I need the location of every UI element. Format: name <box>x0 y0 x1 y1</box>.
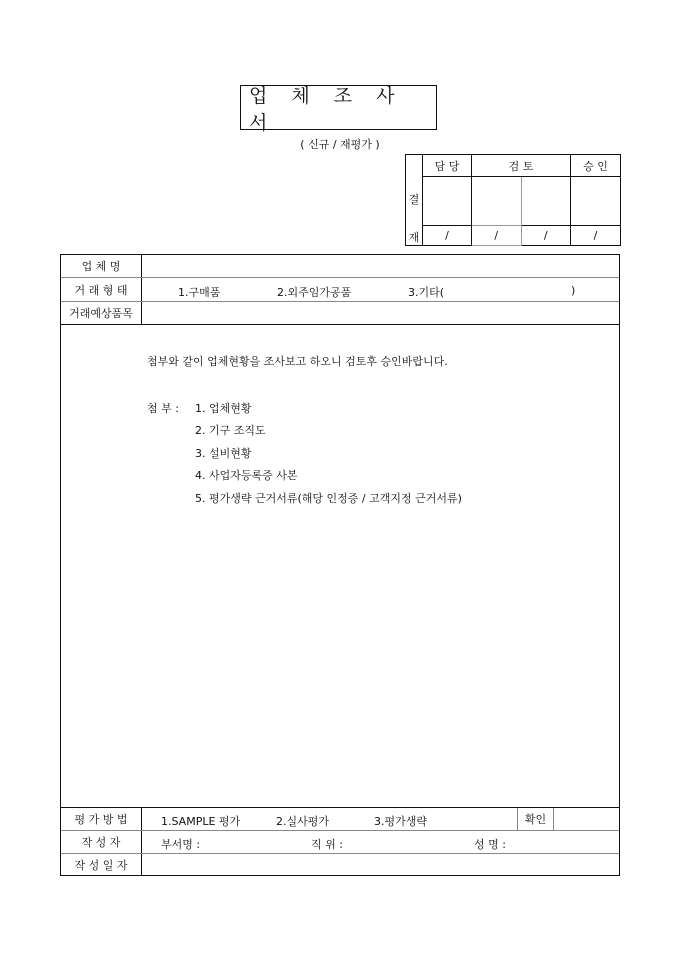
approval-date-4: / <box>571 225 621 245</box>
eval-method-row <box>61 807 619 831</box>
attachment-item: 5. 평가생략 근거서류(해당 인정증 / 고객지정 근거서류) <box>195 492 462 505</box>
trade-type-row <box>61 278 619 302</box>
approval-date-1: / <box>423 225 472 245</box>
approval-sign-review-2[interactable] <box>521 177 571 226</box>
attachment-item: 4. 사업자등록증 사본 <box>195 469 298 482</box>
date-label: 작 성 일 자 <box>61 854 142 875</box>
dept-label: 부서명 : <box>161 838 201 851</box>
expected-items-label: 거래예상품목 <box>61 302 142 324</box>
document-subtitle: ( 신규 / 재평가 ) <box>300 138 380 151</box>
approval-date-2: / <box>472 225 522 245</box>
eval-option-skip[interactable]: 3.평가생략 <box>374 815 427 828</box>
expected-items-field[interactable] <box>143 302 619 324</box>
eval-method-label: 평 가 방 법 <box>61 808 142 830</box>
name-label: 성 명 : <box>474 838 506 851</box>
eval-option-sample[interactable]: 1.SAMPLE 평가 <box>161 815 241 828</box>
attachment-item: 1. 업체현황 <box>195 402 252 415</box>
approval-sign-staff[interactable] <box>423 177 472 226</box>
eval-option-onsite[interactable]: 2.실사평가 <box>276 815 329 828</box>
document-title: 업 체 조 사 서 <box>240 85 437 130</box>
company-label: 업 체 명 <box>61 255 142 277</box>
approval-side-label: 결 재 <box>406 155 423 246</box>
attachment-item: 2. 기구 조직도 <box>195 424 266 437</box>
approval-header-review: 검 토 <box>472 155 571 177</box>
main-form <box>60 254 620 876</box>
company-row <box>61 255 619 278</box>
date-row <box>61 854 619 875</box>
approval-table <box>405 154 621 246</box>
approval-date-3: / <box>521 225 571 245</box>
date-field[interactable] <box>143 854 619 875</box>
trade-option-purchase[interactable]: 1.구매품 <box>178 286 221 299</box>
confirm-label: 확인 <box>517 808 554 830</box>
trade-option-outsourcing[interactable]: 2.외주임가공품 <box>277 286 352 299</box>
company-field[interactable] <box>143 255 619 277</box>
trade-type-label: 거 래 형 태 <box>61 278 142 301</box>
request-text: 첨부와 같이 업체현황을 조사보고 하오니 검토후 승인바랍니다. <box>147 355 448 368</box>
confirm-field[interactable] <box>554 808 619 830</box>
position-label: 직 위 : <box>311 838 343 851</box>
approval-header-staff: 담 당 <box>423 155 472 177</box>
attachment-label: 첨 부 : <box>147 402 179 415</box>
attachment-item: 3. 설비현황 <box>195 447 252 460</box>
expected-items-row <box>61 302 619 325</box>
trade-option-other[interactable]: 3.기타( <box>408 286 445 299</box>
approval-header-approve: 승 인 <box>571 155 621 177</box>
approval-sign-review-1[interactable] <box>472 177 522 226</box>
trade-option-other-close: ) <box>571 284 576 297</box>
author-label: 작 성 자 <box>61 831 142 853</box>
approval-sign-approve[interactable] <box>571 177 621 226</box>
author-row <box>61 831 619 854</box>
